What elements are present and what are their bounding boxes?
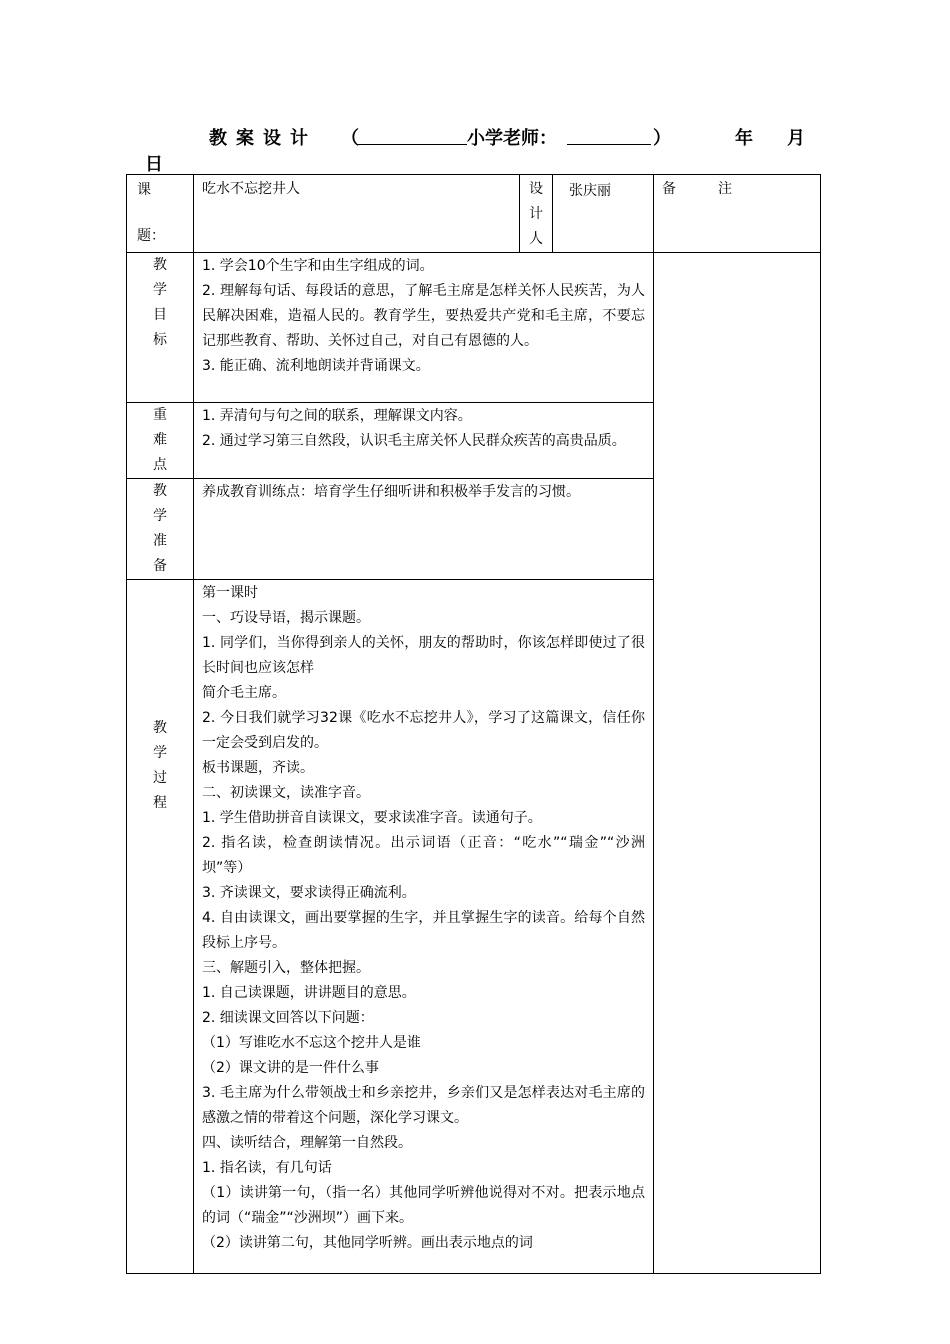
process-label-char: 程 — [153, 795, 167, 811]
difficulty-label — [127, 403, 194, 479]
topic-row — [127, 175, 821, 253]
process-line: （2）课文讲的是一件什么事 — [202, 1060, 379, 1076]
difficulty-content — [194, 403, 654, 479]
process-line: 1. 学生借助拼音自读课文，要求读准字音。读通句子。 — [202, 810, 542, 826]
header-paren-open: （ — [341, 128, 359, 149]
difficulty-label-line: 重难 — [153, 407, 181, 448]
process-line: 一、巧设导语，揭示课题。 — [202, 610, 370, 626]
remarks-label-1: 备 — [662, 181, 678, 197]
designer-label — [520, 175, 553, 253]
goals-label — [127, 253, 194, 403]
process-line: 2. 指名读，检查朗读情况。出示词语（正音：“吃水”“瑞金”“沙洲坝”等） — [202, 835, 645, 876]
process-line: （2）读讲第二句，其他同学听辨。画出表示地点的词 — [202, 1235, 533, 1251]
day-label: 日 — [145, 154, 163, 175]
goal-item: 3. 能正确、流利地朗读并背诵课文。 — [202, 358, 430, 374]
prep-label-line: 教学 — [153, 483, 181, 524]
header-paren-close: ） — [653, 128, 671, 149]
remarks-label-2: 注 — [718, 181, 734, 197]
process-line: 二、初读课文，读准字音。 — [202, 785, 370, 801]
designer-label-char: 计 — [529, 206, 543, 222]
process-line: 2. 今日我们就学习32课《吃水不忘挖井人》，学习了这篇课文，信任你一定会受到启发的。 — [202, 710, 645, 751]
prep-label-line: 准备 — [153, 533, 181, 574]
process-label — [127, 580, 194, 1274]
process-line: 1. 同学们，当你得到亲人的关怀，朋友的帮助时，你该怎样即使过了很长时间也应该怎样 — [202, 635, 645, 676]
month-label: 月 — [787, 128, 805, 149]
process-line: 2. 细读课文回答以下问题： — [202, 1010, 374, 1026]
process-line: （1）读讲第一句，（指一名）其他同学听辨他说得对不对。把表示地点的词（“瑞金”“沙洲坝”）画下来。 — [202, 1185, 645, 1226]
goals-content — [194, 253, 654, 403]
teacher-label: 小学老师： — [467, 128, 557, 149]
teacher-blank — [567, 124, 651, 145]
school-blank — [357, 124, 467, 145]
process-line: 4. 自由读课文，画出要掌握的生字，并且掌握生字的读音。给每个自然段标上序号。 — [202, 910, 645, 951]
difficulty-item: 2. 通过学习第三自然段，认识毛主席关怀人民群众疾苦的高贵品质。 — [202, 433, 626, 449]
goal-item: 2. 理解每句话、每段话的意思，了解毛主席是怎样关怀人民疾苦，为人民解决困难，造福人民的。教育学生，要热爱共产党和毛主席，不要忘记那些教育、帮助、关怀过自己，对自己有恩德的人。 — [202, 283, 645, 349]
topic-label — [127, 175, 194, 253]
topic-label-1: 课 — [137, 182, 151, 198]
goal-item: 1. 学会10个生字和由生字组成的词。 — [202, 258, 434, 274]
process-line: 1. 自己读课题，讲讲题目的意思。 — [202, 985, 416, 1001]
process-line: 四、读听结合，理解第一自然段。 — [202, 1135, 412, 1151]
document-header — [145, 124, 825, 152]
goals-label-line: 教学 — [153, 257, 181, 298]
process-content — [194, 580, 654, 1274]
difficulty-item: 1. 弄清句与句之间的联系，理解课文内容。 — [202, 408, 472, 424]
process-line: 简介毛主席。 — [202, 685, 286, 701]
remarks-column — [654, 253, 821, 1274]
process-line: 第一课时 — [202, 585, 258, 601]
designer-label-char: 设 — [529, 181, 543, 197]
designer-name: 张庆丽 — [553, 175, 654, 253]
process-label-char: 教 — [153, 720, 167, 736]
lesson-plan-table — [126, 174, 821, 1274]
process-line: 三、解题引入，整体把握。 — [202, 960, 370, 976]
designer-label-char: 人 — [529, 231, 543, 247]
process-line: 板书课题，齐读。 — [202, 760, 314, 776]
prep-content — [194, 479, 654, 580]
remarks-header — [654, 175, 821, 253]
document-title: 教案设计 — [209, 128, 317, 149]
process-label-char: 学 — [153, 745, 167, 761]
topic-label-2: 题： — [137, 228, 165, 244]
process-line: 3. 齐读课文，要求读得正确流利。 — [202, 885, 416, 901]
process-label-char: 过 — [153, 770, 167, 786]
topic-title: 吃水不忘挖井人 — [194, 175, 520, 253]
year-label: 年 — [735, 128, 753, 149]
process-line: 1. 指名读，有几句话 — [202, 1160, 332, 1176]
prep-label — [127, 479, 194, 580]
difficulty-label-line: 点 — [153, 457, 181, 473]
prep-text: 养成教育训练点：培育学生仔细听讲和积极举手发言的习惯。 — [202, 484, 580, 500]
process-line: 3. 毛主席为什么带领战士和乡亲挖井，乡亲们又是怎样表达对毛主席的感激之情的带着这个问题，深化学习课文。 — [202, 1085, 645, 1126]
goals-row — [127, 253, 821, 403]
goals-label-line: 目标 — [153, 307, 181, 348]
process-line: （1）写谁吃水不忘这个挖井人是谁 — [202, 1035, 421, 1051]
